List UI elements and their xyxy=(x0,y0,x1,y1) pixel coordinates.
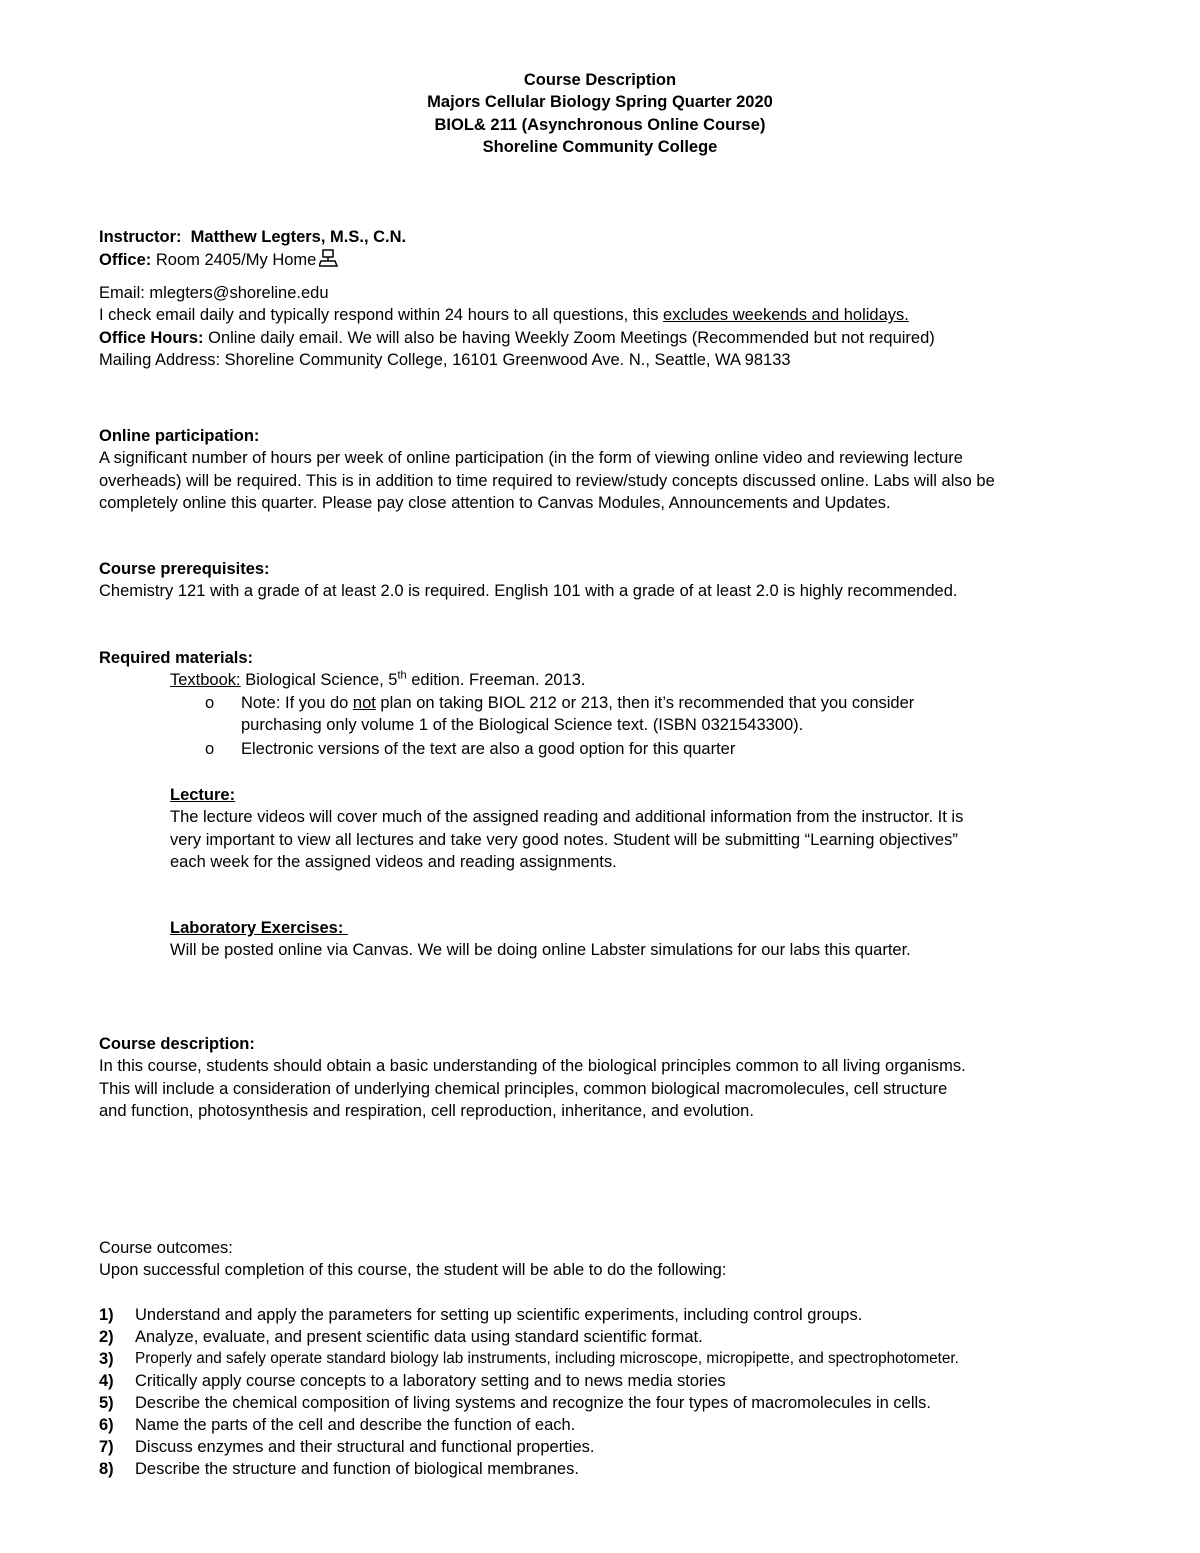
lecture-line-2: very important to view all lectures and take very good notes. Student will be submitting “Learning objectives” xyxy=(170,830,958,849)
header-line-1: Course Description xyxy=(523,71,677,89)
header-line-4: Shoreline Community College xyxy=(482,137,718,156)
document-page: Course Description Majors Cellular Biology Spring Quarter 2020 BIOL& 211 (Asynchronous Online Course) Shoreline Community College Instructor: Matthew Legters, M.S., C.N. Office: Room 2405/My Home Email: mlegters@shoreline.edu I check email daily and typically respond within 24 hours to all questions, this excludes weekends and holidays. Office Hours: Online daily email. We will also be having Weekly Zoom Meetings (Recommended but not required) Mailing Address: Shoreline Community College, 16101 Greenwood Ave. N., Seattle, WA 98133 Online participation: A significant number of hours per week of online participation (in the form of viewing online video and reviewing lecture overheads) will be required. This is in addition to time required to review/study concepts discussed online. Labs will also be completely online this quarter. Please pay close attention to Canvas Modules, Announcements and Updates. Course prerequisites: Chemistry 121 with a grade of at least 2.0 is required. English 101 with a grade of at least 2.0 is highly recommended. Required materials: Textbook: Biological Science, 5th edition. Freeman. 2013. o Note: If you do not plan on taking BIOL 212 or 213, then it’s recommended that you consider purchasing only volume 1 of the Biological Science text. (ISBN 0321543300). o Electronic versions of the text are also a good option for this quarter Lecture: The lecture videos will cover much of the assigned reading and additional information from the instructor. It is very important to view all lectures and take very good notes. Student will be submitting “Learning objectives” each week for the assigned videos and reading assignments. Laboratory Exercises: Will be posted online via Canvas. We will be doing online Labster simulations for our labs this quarter. Course description: In this course, students should obtain a basic understanding of the biological principles common to all living organisms. This will include a consideration of underlying chemical principles, common biological macromolecules, cell structure and function, photosynthesis and respiration, cell reproduction, inheritance, and evolution. Course outcomes: Upon successful completion of this course, the student will be able to do the following: 1) Understand and apply the parameters for setting up scientific experiments, including control groups. 2) Analyze, evaluate, and present scientific data using standard scientific format. 3) Properly and safely operate standard biology lab instruments, including microscope, micropipette, and spectrophotometer. 4) Critically apply course concepts to a laboratory setting and to news media stories 5) Describe the chemical composition of living systems and recognize the four types of macromolecules in cells. 6) Name the parts of the cell and describe the function of each. 7) Discuss enzymes and their structural and functional properties. 8) Describe the structure and function of biological membranes. xyxy=(0,0,1200,1553)
lab-label: Laboratory Exercises: xyxy=(170,919,348,937)
lecture-block xyxy=(170,784,1190,873)
course-outcomes-section xyxy=(99,1237,1194,1282)
office-label: Office: xyxy=(99,251,152,270)
office-hours-line xyxy=(99,327,1194,349)
home-computer-icon xyxy=(319,248,339,274)
textbook-label: Textbook: xyxy=(170,671,241,689)
bullet-marker: o xyxy=(205,694,215,712)
online-line-1: A significant number of hours per week of online participation (in the form of viewing online video and reviewing lecture xyxy=(99,449,963,468)
prerequisites-section xyxy=(99,558,1194,603)
document-header xyxy=(0,69,1200,158)
office-hours-value: Online daily email. We will also be having Weekly Zoom Meetings (Recommended but not required) xyxy=(208,328,935,347)
description-line-2: This will include a consideration of underlying chemical principles, common biological macromolecules, cell structure xyxy=(99,1079,948,1098)
prereq-heading: Course prerequisites: xyxy=(99,560,270,578)
office-line xyxy=(99,248,1194,274)
lab-line-1: Will be posted online via Canvas. We will be doing online Labster simulations for our labs this quarter. xyxy=(170,941,911,960)
instructor-line xyxy=(99,226,1194,248)
description-heading: Course description: xyxy=(99,1035,255,1053)
bullet-marker: o xyxy=(205,740,215,758)
response-line: I check email daily and typically respond within 24 hours to all questions, this excludes weekends and holidays. xyxy=(99,306,909,325)
office-hours-label: Office Hours: xyxy=(99,328,204,347)
email-block xyxy=(99,282,1194,371)
textbook-line: Textbook: Biological Science, 5th edition. Freeman. 2013. xyxy=(170,669,586,689)
materials-heading-block xyxy=(99,647,1194,669)
contact-block xyxy=(99,226,1194,275)
online-line-3: completely online this quarter. Please pay close attention to Canvas Modules, Announcements and Updates. xyxy=(99,493,891,512)
response-exclusion: excludes weekends and holidays. xyxy=(663,306,909,325)
lecture-label: Lecture: xyxy=(170,786,236,804)
note-emphasis: not xyxy=(352,694,376,712)
outcomes-intro: Upon successful completion of this course, the student will be able to do the following: xyxy=(99,1261,727,1280)
header-line-3: BIOL& 211 (Asynchronous Online Course) xyxy=(434,115,766,134)
instructor-name: Matthew Legters, M.S., C.N. xyxy=(190,228,407,246)
office-value: Room 2405/My Home xyxy=(155,251,317,270)
outcomes-heading: Course outcomes: xyxy=(99,1239,233,1257)
online-participation-section xyxy=(99,425,1194,514)
lab-block xyxy=(170,917,1190,962)
online-heading: Online participation: xyxy=(99,427,260,445)
materials-heading: Required materials: xyxy=(99,649,254,667)
course-description-section xyxy=(99,1033,1194,1122)
description-line-1: In this course, students should obtain a basic understanding of the biological principles common to all living organisms. xyxy=(99,1057,966,1076)
online-line-2: overheads) will be required. This is in addition to time required to review/study concepts discussed online. Labs will also be xyxy=(99,471,995,490)
lecture-line-1: The lecture videos will cover much of the assigned reading and additional information from the instructor. It is xyxy=(170,808,964,827)
mailing-address-line: Mailing Address: Shoreline Community College, 16101 Greenwood Ave. N., Seattle, WA 98133 xyxy=(99,350,791,369)
header-line-2: Majors Cellular Biology Spring Quarter 2020 xyxy=(427,93,773,112)
email-line: Email: mlegters@shoreline.edu xyxy=(99,284,329,302)
description-line-3: and function, photosynthesis and respiration, cell reproduction, inheritance, and evolution. xyxy=(99,1101,754,1120)
lecture-line-3: each week for the assigned videos and reading assignments. xyxy=(170,852,617,871)
textbook-block xyxy=(170,669,1190,691)
prereq-line-1: Chemistry 121 with a grade of at least 2.0 is required. English 101 with a grade of at least 2.0 is highly recommended. xyxy=(99,582,958,601)
instructor-label: Instructor: xyxy=(99,228,182,246)
